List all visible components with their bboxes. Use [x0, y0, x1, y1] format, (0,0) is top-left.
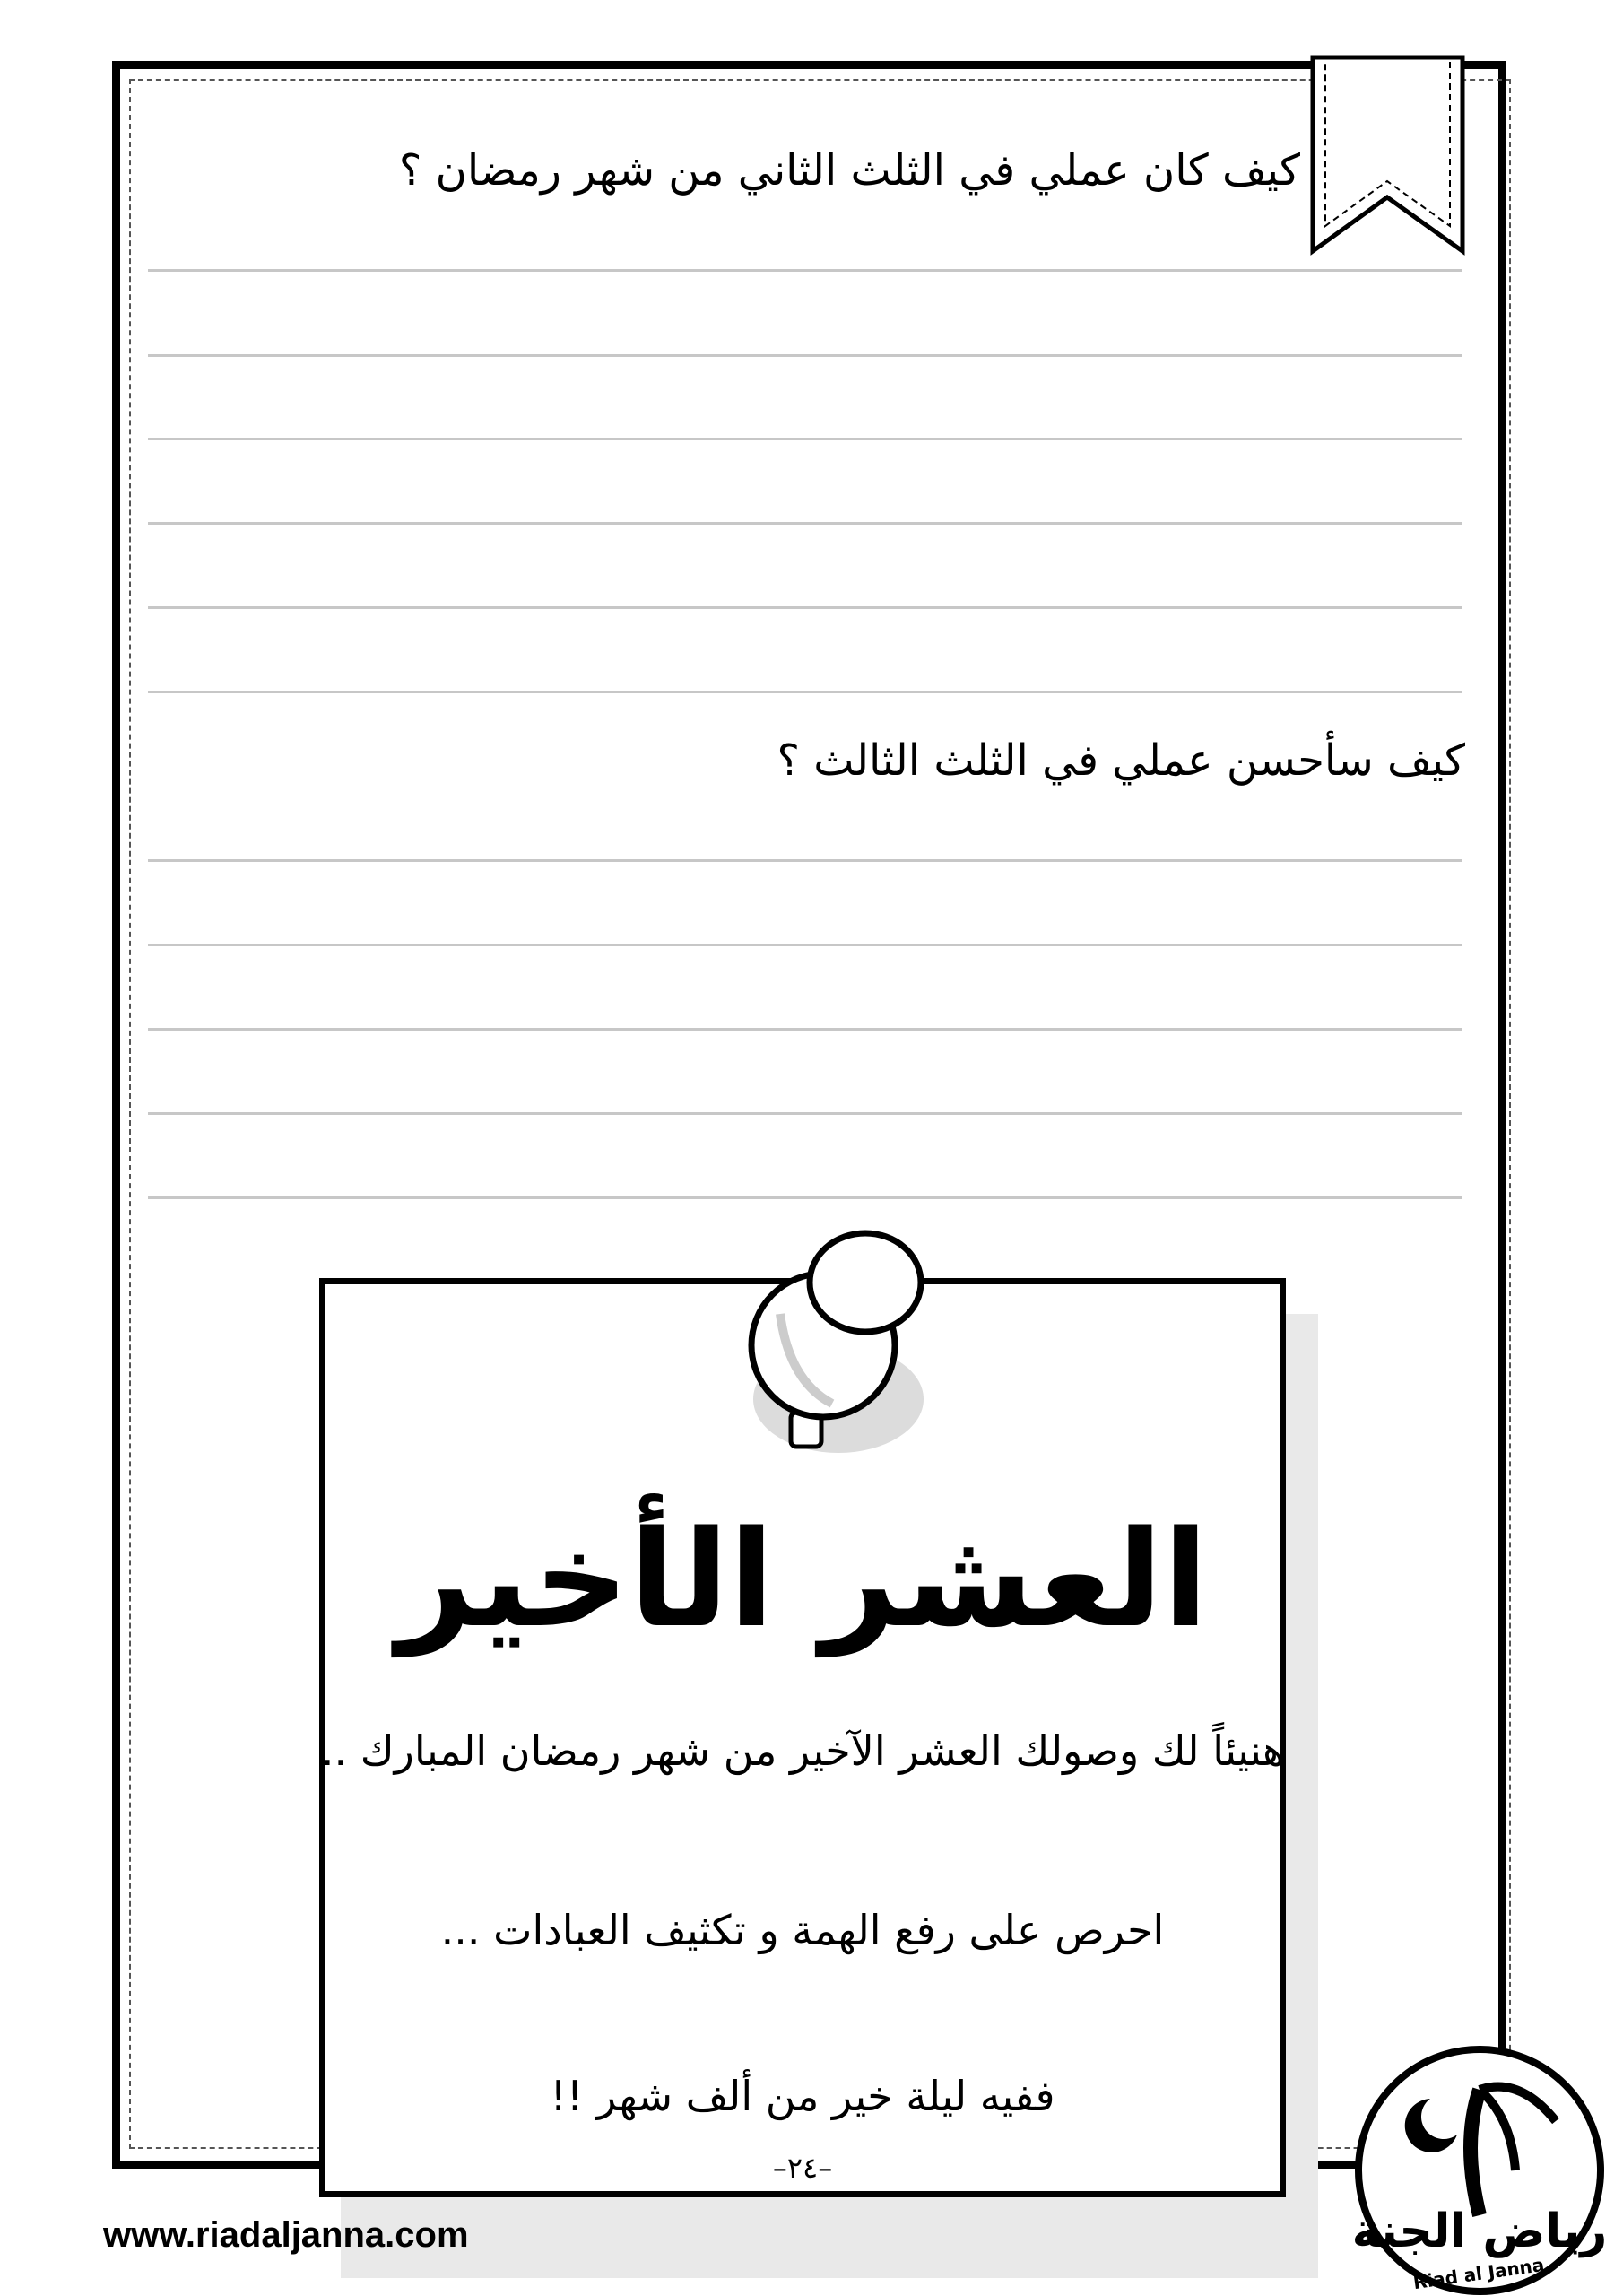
- question-second-third: كيف كان عملي في الثلث الثاني من شهر رمضان ؟: [398, 145, 1300, 196]
- writing-line[interactable]: [148, 1112, 1462, 1115]
- writing-line[interactable]: [148, 944, 1462, 946]
- website-link[interactable]: www.riadaljanna.com: [103, 2215, 469, 2255]
- writing-line[interactable]: [148, 1028, 1462, 1031]
- note-text-congrats: هنيئاً لك وصولك العشر الآخير من شهر رمضان المبارك ..: [320, 1726, 1285, 1775]
- logo-arabic-text: رياض الجنة: [1351, 2205, 1608, 2258]
- question-third-third: كيف سأحسن عملي في الثلث الثالث ؟: [777, 735, 1465, 786]
- writing-line[interactable]: [148, 438, 1462, 440]
- push-pin-icon: [726, 1211, 968, 1480]
- riad-al-janna-logo-icon: [1345, 2036, 1614, 2296]
- note-text-night: ففيه ليلة خير من ألف شهر !!: [550, 2072, 1055, 2120]
- note-title: العشر الأخير: [396, 1502, 1209, 1657]
- writing-line[interactable]: [148, 522, 1462, 525]
- writing-line[interactable]: [148, 859, 1462, 862]
- page-number: –٢٤–: [772, 2151, 833, 2185]
- note-text-advice: احرص على رفع الهمة و تكثيف العبادات ...: [440, 1906, 1165, 1954]
- writing-line[interactable]: [148, 691, 1462, 693]
- logo-caption: Riad al Janna: [1411, 2253, 1546, 2294]
- writing-line[interactable]: [148, 1196, 1462, 1199]
- writing-line[interactable]: [148, 269, 1462, 272]
- writing-line[interactable]: [148, 606, 1462, 609]
- writing-line[interactable]: [148, 354, 1462, 357]
- bookmark-ribbon-icon: [1309, 54, 1466, 256]
